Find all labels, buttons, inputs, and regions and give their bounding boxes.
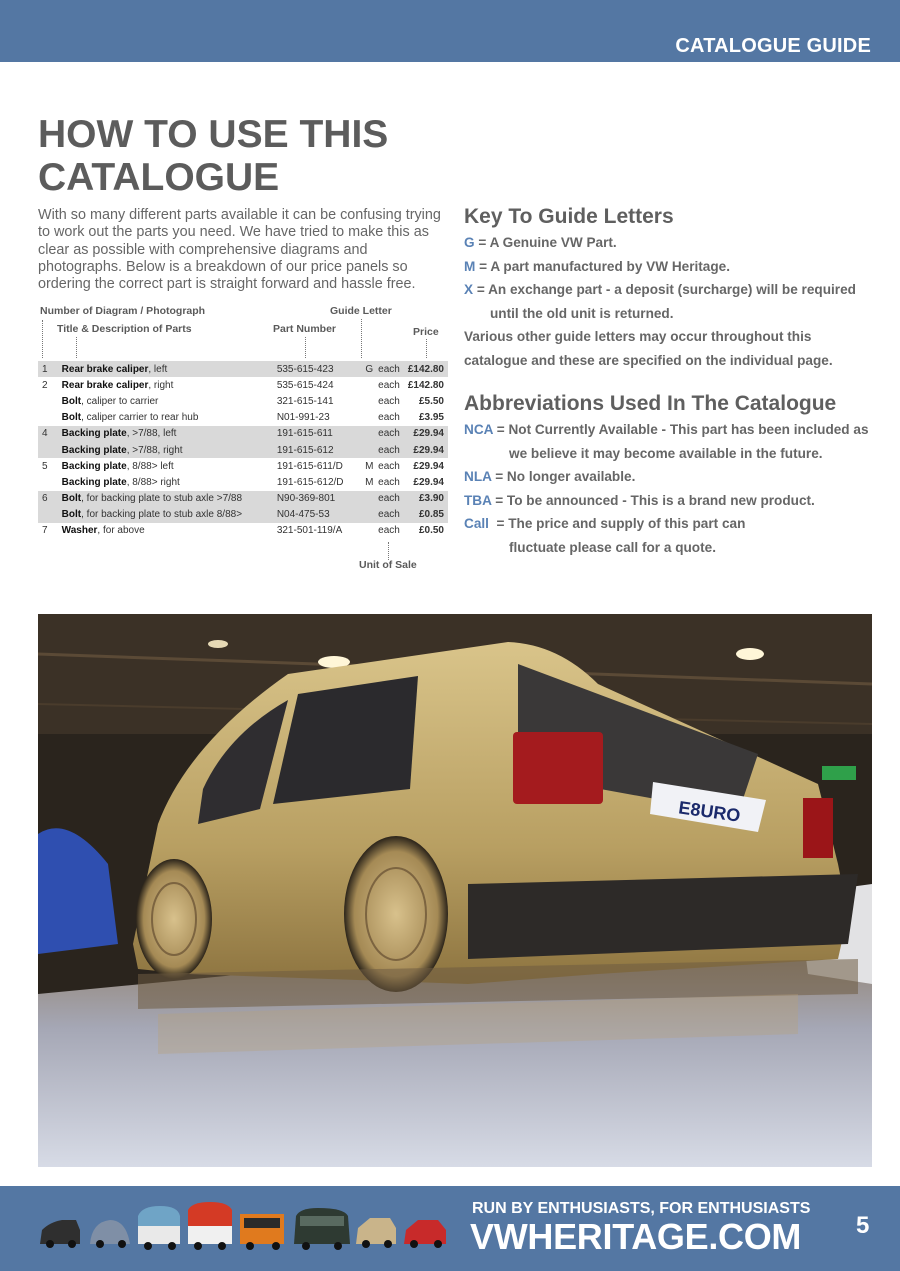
table-row xyxy=(38,442,448,458)
row-number xyxy=(38,474,62,490)
row-part-number: 321-501-119/A xyxy=(276,525,343,537)
row-part-number: 535-615-424 xyxy=(276,379,334,391)
row-guide-letter xyxy=(360,523,378,539)
part-name: Bolt xyxy=(61,395,82,407)
row-number: 2 xyxy=(42,379,48,391)
golf-mk1-icon xyxy=(356,1218,396,1248)
part-name: Bolt xyxy=(61,493,82,505)
row-part-number: N04-475-53 xyxy=(277,507,361,523)
row-price: £3.90 xyxy=(400,491,448,507)
row-unit: each xyxy=(378,412,400,424)
row-guide-letter: M xyxy=(365,476,374,488)
row-part-number: 191-615-612/D xyxy=(276,476,344,488)
row-guide-letter xyxy=(360,393,378,409)
row-description xyxy=(62,426,277,442)
row-part-number: 191-615-611/D xyxy=(276,460,343,472)
abbrev-tba: TBA = To be announced - This is a brand new product. xyxy=(464,492,815,508)
page-number: 5 xyxy=(856,1212,870,1239)
row-description xyxy=(62,410,277,426)
row-number: 1 xyxy=(38,361,62,377)
footer-bar xyxy=(0,1186,900,1271)
row-number: 7 xyxy=(42,525,48,537)
row-description xyxy=(62,523,277,539)
part-name: Backing plate xyxy=(61,460,127,472)
part-number-label: Part Number xyxy=(273,323,337,335)
part-detail: , 8/88> left xyxy=(126,460,174,472)
abbrev-code: Call xyxy=(464,516,489,531)
key-m: M = A part manufactured by VW Heritage. xyxy=(464,258,731,274)
table-row xyxy=(38,410,448,426)
row-unit: each xyxy=(378,426,400,442)
abbrev-call-continued: fluctuate please call for a quote. xyxy=(509,539,716,555)
row-description xyxy=(62,507,277,523)
abbrev-call: Call = The price and supply of this part can xyxy=(464,516,746,531)
part-name: Rear brake caliper xyxy=(61,363,149,375)
price-panel-diagram xyxy=(38,300,448,580)
header-bar xyxy=(0,0,900,62)
row-description xyxy=(62,442,277,458)
license-plate: E8URO xyxy=(677,797,742,826)
page-title: HOW TO USE THIS CATALOGUE xyxy=(38,113,389,199)
part-detail: , right xyxy=(148,379,174,391)
row-guide-letter xyxy=(360,491,378,507)
row-price: £29.94 xyxy=(400,426,448,442)
row-number: 4 xyxy=(38,426,62,442)
table-row xyxy=(38,507,448,523)
row-unit: each xyxy=(378,379,400,391)
abbrev-nla: NLA = No longer available. xyxy=(464,469,636,484)
key-g: G = A Genuine VW Part. xyxy=(464,235,617,250)
row-price: £142.80 xyxy=(400,361,448,377)
abbreviations-heading: Abbreviations Used In The Catalogue xyxy=(464,392,837,415)
row-unit: each xyxy=(378,476,400,488)
part-number-leader-line xyxy=(305,337,306,358)
part-detail: , for backing plate to stub axle >7/88 xyxy=(81,493,243,505)
vw-models-illustration xyxy=(38,1192,450,1252)
part-detail: , left xyxy=(148,363,168,375)
key-heading: Key To Guide Letters xyxy=(464,205,674,228)
row-guide-letter xyxy=(360,507,378,523)
bay-window-bus-icon xyxy=(188,1202,232,1250)
title-description-label: Title & Description of Parts xyxy=(57,323,192,335)
abbrev-code: TBA xyxy=(464,492,492,508)
abbrev-code: NCA xyxy=(464,422,493,437)
part-detail: , for above xyxy=(97,525,145,537)
car-photo xyxy=(38,614,872,1167)
price-leader-line xyxy=(426,339,427,358)
row-description xyxy=(62,377,277,393)
row-guide-letter xyxy=(360,426,378,442)
row-description xyxy=(62,458,277,474)
unit-leader-line xyxy=(388,542,389,560)
row-guide-letter: M xyxy=(365,460,374,472)
table-row xyxy=(38,523,448,539)
part-name: Backing plate xyxy=(61,476,127,488)
table-row xyxy=(38,361,448,377)
row-unit: each xyxy=(378,361,400,377)
table-row xyxy=(38,393,448,409)
row-part-number: 191-615-611 xyxy=(277,426,361,442)
number-label: Number of Diagram / Photograph xyxy=(40,305,206,317)
part-name: Backing plate xyxy=(61,428,127,440)
row-price: £29.94 xyxy=(413,460,444,472)
row-description xyxy=(62,474,277,490)
key-code: X xyxy=(464,282,474,297)
table-row xyxy=(38,474,448,490)
row-part-number: 535-615-423 xyxy=(277,361,361,377)
row-guide-letter xyxy=(360,442,378,458)
price-label: Price xyxy=(413,326,439,338)
abbrev-nca: NCA = Not Currently Available - This part has been included as xyxy=(464,422,869,437)
unit-of-sale-label: Unit of Sale xyxy=(359,559,417,571)
row-part-number: 321-615-141 xyxy=(276,395,334,407)
row-price: £0.50 xyxy=(418,525,444,537)
row-price: £142.80 xyxy=(407,379,444,391)
part-detail: , 8/88> right xyxy=(126,476,180,488)
row-guide-letter xyxy=(360,377,378,393)
row-part-number: N90-369-801 xyxy=(277,491,361,507)
part-name: Rear brake caliper xyxy=(61,379,149,391)
guide-letter-label: Guide Letter xyxy=(330,305,392,317)
intro-paragraph: With so many different parts available it can be confusing trying to work out the parts you need. We have tried to make this as clear as possible with comprehensive diagrams and photographs. Below is a breakdown of our price panels so ordering the correct part is straight forward and hassle free. xyxy=(38,207,441,293)
split-screen-bus-icon xyxy=(138,1206,180,1250)
row-unit: each xyxy=(378,395,400,407)
row-number: 5 xyxy=(42,460,48,472)
tagline: RUN BY ENTHUSIASTS, FOR ENTHUSIASTS xyxy=(472,1200,811,1217)
row-number xyxy=(38,442,62,458)
key-x-continued: until the old unit is returned. xyxy=(490,305,674,321)
row-number: 6 xyxy=(38,491,62,507)
beetle-icon xyxy=(90,1220,130,1248)
t25-van-icon xyxy=(240,1214,284,1250)
part-detail: , caliper to carrier xyxy=(81,395,159,407)
row-description xyxy=(62,361,277,377)
number-leader-line xyxy=(42,320,43,358)
t4-van-icon xyxy=(294,1208,350,1250)
scirocco-icon xyxy=(404,1220,446,1248)
part-name: Backing plate xyxy=(61,444,127,456)
table-row xyxy=(38,458,448,474)
row-price: £29.94 xyxy=(413,476,444,488)
row-unit: each xyxy=(378,525,400,537)
row-price: £29.94 xyxy=(400,442,448,458)
part-detail: , >7/88, right xyxy=(126,444,183,456)
key-code: M xyxy=(464,258,476,274)
table-row xyxy=(38,377,448,393)
row-unit: each xyxy=(378,460,400,472)
table-row xyxy=(38,491,448,507)
guide-letter-leader-line xyxy=(361,319,362,358)
row-description xyxy=(62,393,277,409)
row-unit: each xyxy=(378,491,400,507)
key-code: G xyxy=(464,235,475,250)
row-price: £3.95 xyxy=(418,412,444,424)
part-detail: , >7/88, left xyxy=(126,428,177,440)
row-number xyxy=(38,507,62,523)
part-name: Washer xyxy=(61,525,98,537)
row-price: £0.85 xyxy=(400,507,448,523)
row-price: £5.50 xyxy=(418,395,444,407)
row-number xyxy=(38,393,62,409)
car-icon xyxy=(40,1220,80,1248)
row-guide-letter: G xyxy=(360,361,378,377)
website-link[interactable]: VWHERITAGE.COM xyxy=(470,1216,802,1257)
title-leader-line xyxy=(76,337,77,358)
parts-price-table xyxy=(38,361,448,539)
row-description xyxy=(62,491,277,507)
key-other-1: Various other guide letters may occur throughout this xyxy=(464,329,812,344)
key-column xyxy=(464,205,874,559)
row-unit: each xyxy=(378,442,400,458)
part-name: Bolt xyxy=(61,509,82,521)
table-row xyxy=(38,426,448,442)
row-part-number: 191-615-612 xyxy=(277,442,361,458)
row-part-number: N01-991-23 xyxy=(276,412,330,424)
abbrev-nca-continued: we believe it may become available in the future. xyxy=(509,445,823,461)
key-other-2: catalogue and these are specified on the individual page. xyxy=(464,352,833,368)
abbrev-code: NLA xyxy=(464,469,492,484)
row-guide-letter xyxy=(360,410,378,426)
row-number xyxy=(38,410,62,426)
part-detail: , for backing plate to stub axle 8/88> xyxy=(81,509,243,521)
key-x: X = An exchange part - a deposit (surcharge) will be required xyxy=(464,282,856,297)
part-name: Bolt xyxy=(61,412,82,424)
row-unit: each xyxy=(378,507,400,523)
part-detail: , caliper carrier to rear hub xyxy=(81,412,199,424)
section-title: CATALOGUE GUIDE xyxy=(675,35,871,57)
